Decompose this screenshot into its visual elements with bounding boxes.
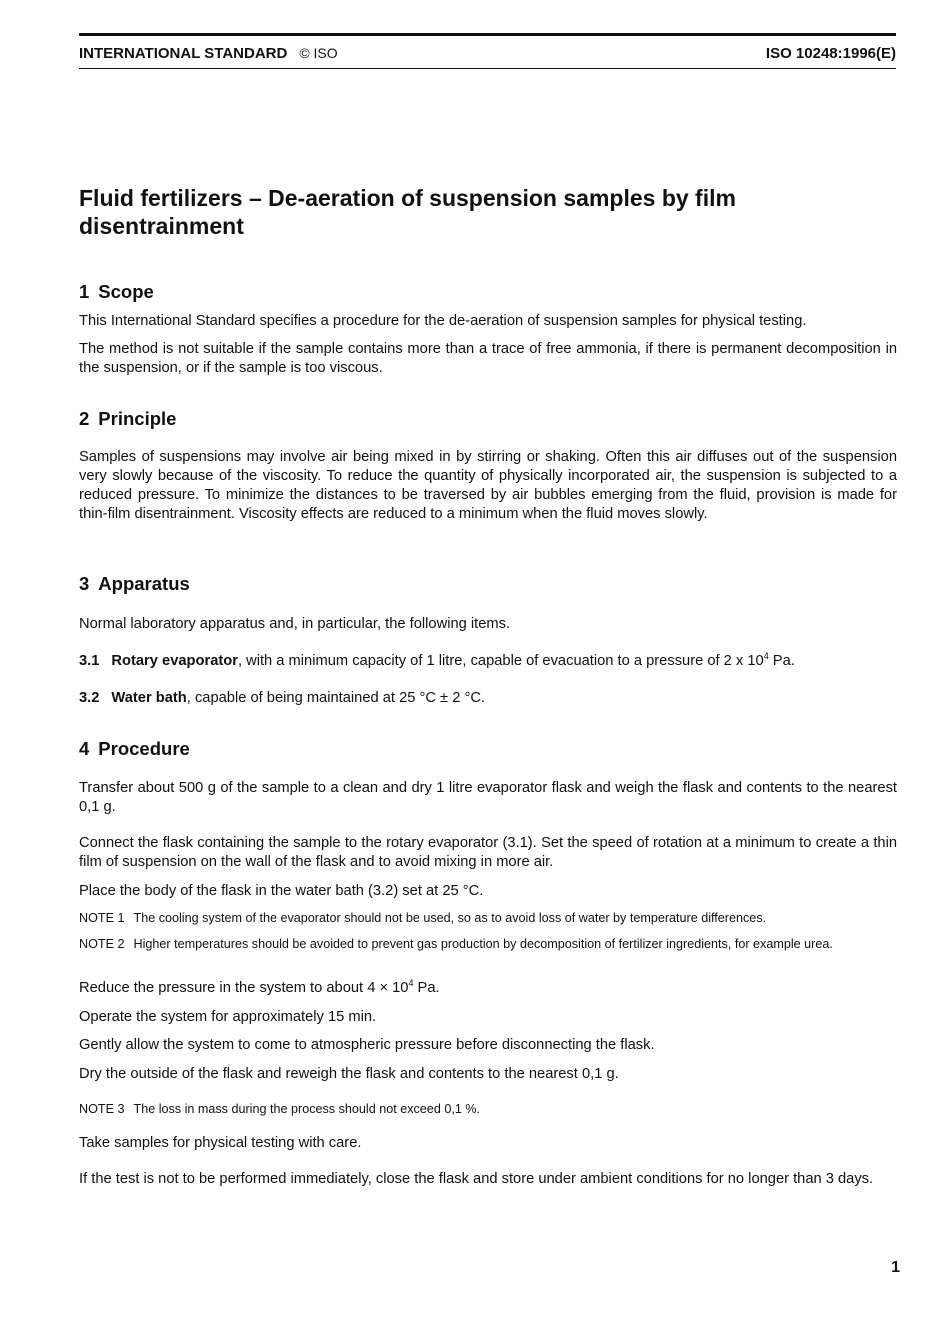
scope-paragraph-2: The method is not suitable if the sample contains more than a trace of free ammonia, if there is permanent decomposition in the suspension, or if the sample is too viscous. xyxy=(79,341,897,376)
apparatus-item-rotary-evaporator xyxy=(79,652,897,671)
note-label: NOTE 2 xyxy=(79,937,125,951)
procedure-paragraph-2: Connect the flask containing the sample to the rotary evaporator (3.1). Set the speed of rotation at a minimum to create a thin film of suspension on the wall of the flask and to avoid mixing in more air. xyxy=(79,835,897,870)
subclause-term: Rotary evaporator xyxy=(111,653,238,669)
procedure-note-1 xyxy=(79,910,897,926)
section-title: Apparatus xyxy=(98,573,190,594)
subclause-term: Water bath xyxy=(111,690,187,706)
procedure-paragraph-8: Take samples for physical testing with care. xyxy=(79,1135,362,1151)
procedure-paragraph-3: Place the body of the flask in the water bath (3.2) set at 25 °C. xyxy=(79,883,484,899)
procedure-paragraph-6: Gently allow the system to come to atmospheric pressure before disconnecting the flask. xyxy=(79,1037,655,1053)
subclause-text: , with a minimum capacity of 1 litre, capable of evacuation to a pressure of 2 x 10 xyxy=(237,653,764,669)
note-label: NOTE 1 xyxy=(79,911,125,925)
apparatus-paragraph-1: Normal laboratory apparatus and, in particular, the following items. xyxy=(79,616,511,632)
procedure-paragraph-4 xyxy=(79,979,897,998)
header-bottom-rule xyxy=(79,68,896,69)
paragraph-text: Reduce the pressure in the system to about 4 × 10 xyxy=(79,980,409,996)
section-title: Principle xyxy=(98,408,177,429)
subclause-number: 3.1 xyxy=(79,653,100,669)
running-header xyxy=(79,45,896,65)
section-heading-principle xyxy=(79,408,176,430)
scope-paragraph-1: This International Standard specifies a procedure for the de-aeration of suspension samples for physical testing. xyxy=(79,313,807,329)
principle-paragraph-1: Samples of suspensions may involve air being mixed in by stirring or shaking. Often this air diffuses out of the suspension very slowly because of the viscosity. To reduce the quantity of physically incorporated air, the suspension is subjected to a reduced pressure. To minimize the distances to be traversed by air bubbles emerging from the fluid, provision is made for thin-film disentrainment. Viscosity effects are reduced to a minimum when the fluid moves slowly. xyxy=(79,449,897,522)
procedure-note-3 xyxy=(79,1101,897,1117)
header-left xyxy=(79,45,338,62)
document-title: Fluid fertilizers – De-aeration of suspension samples by film disentrainment xyxy=(79,185,736,239)
header-top-rule xyxy=(79,33,896,36)
note-text: Higher temperatures should be avoided to prevent gas production by decomposition of fertilizer ingredients, for example urea. xyxy=(133,937,833,951)
exponent: 4 xyxy=(763,651,769,662)
header-copyright: © ISO xyxy=(299,45,338,61)
header-standard-code: ISO 10248:1996(E) xyxy=(765,45,896,62)
subclause-text: , capable of being maintained at 25 °C ± 2 °C. xyxy=(186,690,486,706)
header-standard-label: INTERNATIONAL STANDARD xyxy=(79,45,288,62)
page-number: 1 xyxy=(891,1259,900,1276)
procedure-note-2 xyxy=(79,936,897,952)
procedure-paragraph-5: Operate the system for approximately 15 min. xyxy=(79,1009,377,1025)
section-number: 4 xyxy=(79,738,90,759)
section-number: 2 xyxy=(79,408,90,429)
paragraph-unit: Pa. xyxy=(413,980,440,996)
section-title: Scope xyxy=(98,281,154,302)
note-label: NOTE 3 xyxy=(79,1102,125,1116)
procedure-paragraph-1: Transfer about 500 g of the sample to a clean and dry 1 litre evaporator flask and weigh the flask and contents to the nearest 0,1 g. xyxy=(79,780,897,815)
section-heading-apparatus xyxy=(79,573,190,595)
note-text: The cooling system of the evaporator should not be used, so as to avoid loss of water by temperature differences. xyxy=(133,911,767,925)
section-title: Procedure xyxy=(98,738,190,759)
procedure-paragraph-7: Dry the outside of the flask and reweigh the flask and contents to the nearest 0,1 g. xyxy=(79,1066,619,1082)
section-heading-procedure xyxy=(79,738,190,760)
apparatus-item-water-bath xyxy=(79,689,897,708)
subclause-number: 3.2 xyxy=(79,690,100,706)
section-heading-scope xyxy=(79,281,154,303)
note-text: The loss in mass during the process should not exceed 0,1 %. xyxy=(133,1102,481,1116)
procedure-paragraph-9: If the test is not to be performed immediately, close the flask and store under ambient conditions for no longer than 3 days. xyxy=(79,1171,874,1187)
exponent: 4 xyxy=(408,978,414,989)
section-number: 1 xyxy=(79,281,90,302)
section-number: 3 xyxy=(79,573,90,594)
subclause-unit: Pa. xyxy=(768,653,795,669)
